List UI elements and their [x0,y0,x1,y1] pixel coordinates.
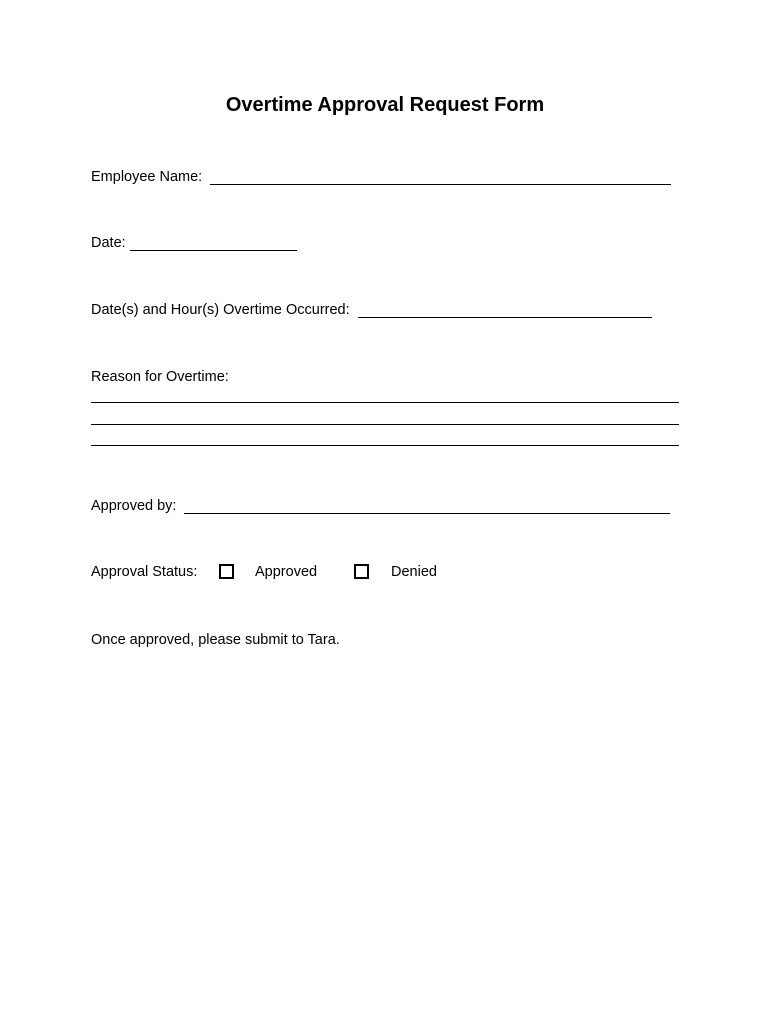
overtime-occurred-row [91,301,652,319]
denied-option-label: Denied [391,564,437,580]
date-row [91,234,297,252]
reason-line-3[interactable] [91,445,679,446]
approved-checkbox[interactable] [219,564,234,579]
reason-label: Reason for Overtime: [91,369,229,385]
reason-line-2[interactable] [91,424,679,425]
reason-row [91,368,229,386]
denied-checkbox[interactable] [354,564,369,579]
employee-name-label: Employee Name: [91,169,203,185]
approved-option-label: Approved [255,564,318,580]
approved-by-label: Approved by: [91,498,177,514]
reason-line-1[interactable] [91,402,679,403]
date-label: Date: [91,235,126,251]
approval-status-label: Approval Status: [91,564,198,580]
employee-name-row [91,168,671,186]
approved-by-field[interactable] [184,499,670,514]
footer-note-row [91,631,340,649]
overtime-occurred-label: Date(s) and Hour(s) Overtime Occurred: [91,302,350,318]
page-title: Overtime Approval Request Form [225,94,545,116]
approved-by-row [91,497,670,515]
footer-note: Once approved, please submit to Tara. [91,632,340,648]
date-field[interactable] [130,236,297,251]
employee-name-field[interactable] [210,170,671,185]
overtime-occurred-field[interactable] [358,303,652,318]
